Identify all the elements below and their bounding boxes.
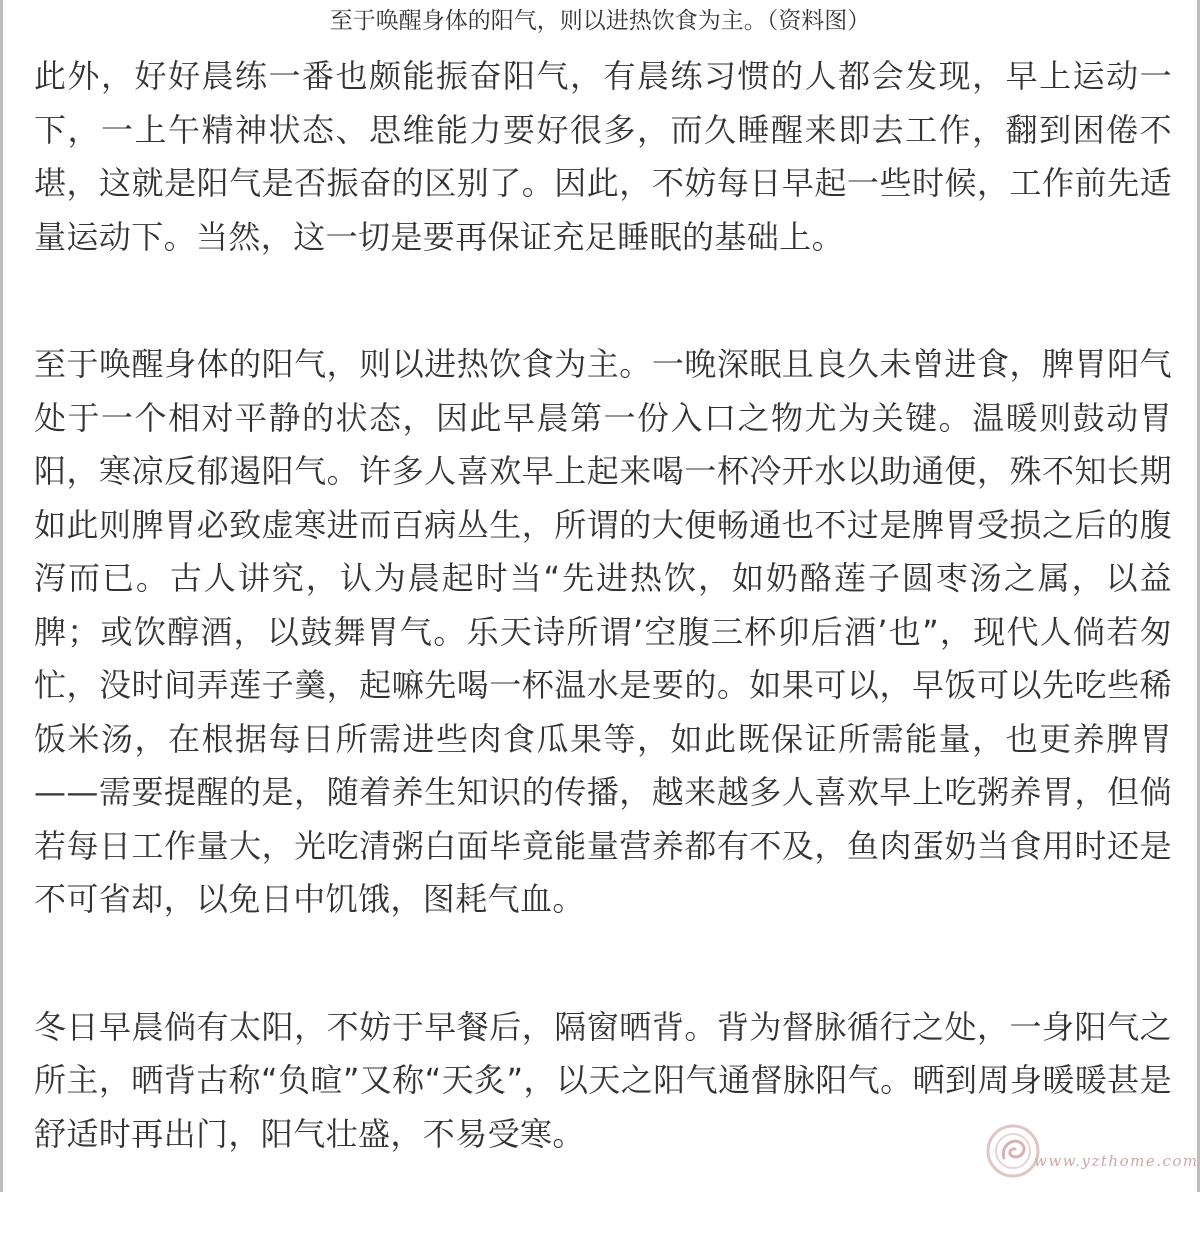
left-edge-divider — [0, 0, 3, 1192]
watermark-url: www.yzthome.com — [1034, 1152, 1199, 1170]
site-watermark — [984, 1116, 1199, 1186]
paragraph-sun-bathing: 冬日早晨倘有太阳，不妨于早餐后，隔窗晒背。背为督脉循行之处，一身阳气之所主，晒背古称“负暄”又称“天炙”，以天之阳气通督脉阳气。晒到周身暖暖甚是舒适时再出门，阳气壮盛，不易受寒。 — [34, 1007, 1172, 1153]
yzthome-logo-icon — [984, 1122, 1042, 1180]
paragraph-morning-exercise: 此外，好好晨练一番也颇能振奋阳气，有晨练习惯的人都会发现，早上运动一下，一上午精神状态、思维能力要好很多，而久睡醒来即去工作，翻到困倦不堪，这就是阳气是否振奋的区别了。因此，不妨每日早起一些时候，工作前先适量运动下。当然，这一切是要再保证充足睡眠的基础上。 — [34, 57, 1172, 256]
article-body — [34, 50, 1172, 1235]
image-caption: 至于唤醒身体的阳气，则以进热饮食为主。（资料图） — [329, 8, 871, 34]
paragraph-hot-food: 至于唤醒身体的阳气，则以进热饮食为主。一晚深眠且良久未曾进食，脾胃阳气处于一个相对平静的状态，因此早晨第一份入口之物尤为关键。温暖则鼓动胃阳，寒凉反郁遏阳气。许多人喜欢早上起来喝一杯冷开水以助通便，殊不知长期如此则脾胃必致虚寒进而百病丛生，所谓的大便畅通也不过是脾胃受损之后的腹泻而已。古人讲究，认为晨起时当“先进热饮，如奶酪莲子圆枣汤之属，以益脾；或饮醇酒，以鼓舞胃气。乐天诗所谓’空腹三杯卯后酒’也”，现代人倘若匆忙，没时间弄莲子羹，起嘛先喝一杯温水是要的。如果可以，早饭可以先吃些稀饭米汤，在根据每日所需进些肉食瓜果等，如此既保证所需能量，也更养脾胃——需要提醒的是，随着养生知识的传播，越来越多人喜欢早上吃粥养胃，但倘若每日工作量大，光吃清粥白面毕竟能量营养都有不及，鱼肉蛋奶当食用时还是不可省却，以免日中饥饿，图耗气血。 — [34, 345, 1172, 918]
